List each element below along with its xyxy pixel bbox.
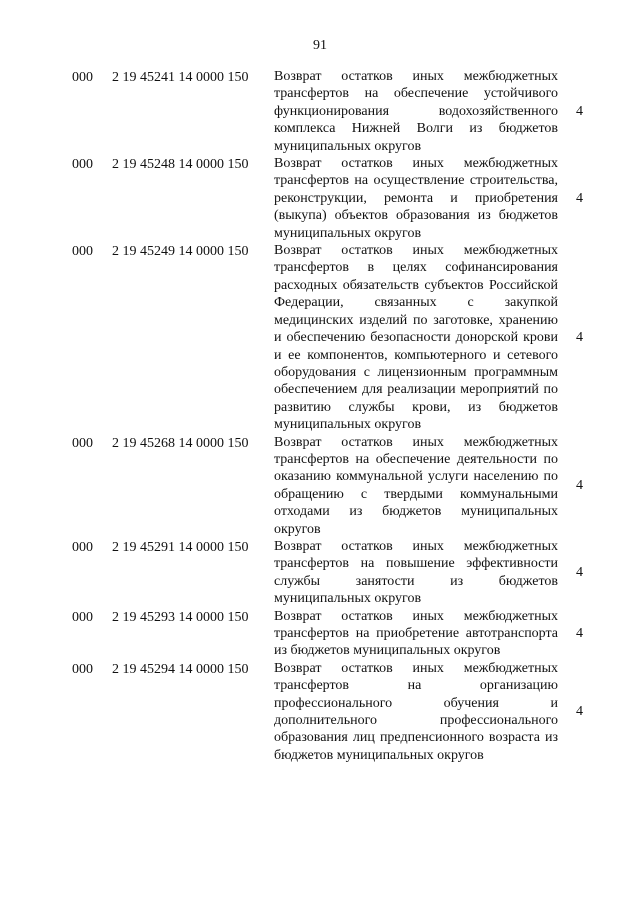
table-row	[0, 68, 640, 155]
budget-classification-code: 2 19 45293 14 0000 150	[112, 609, 249, 625]
normative-value: 4	[576, 329, 583, 345]
table-row	[0, 608, 640, 660]
normative-value: 4	[576, 477, 583, 493]
budget-classification-code: 2 19 45294 14 0000 150	[112, 661, 249, 677]
normative-value: 4	[576, 564, 583, 580]
income-type-name: Возврат остатков иных межбюджетных трансфертов на обеспечение деятельности по оказанию коммунальной услуги населению по обращению с твердыми коммунальными отходами из бюджетов муниципальных округов	[274, 434, 558, 537]
income-type-name: Возврат остатков иных межбюджетных трансфертов на обеспечение устойчивого функционирования водохозяйственного комплекса Нижней Волги из бюджетов муниципальных округов	[274, 69, 558, 154]
table-row	[0, 434, 640, 538]
income-type-name: Возврат остатков иных межбюджетных трансфертов в целях софинансирования расходных обязательств субъектов Российской Федерации, связанных с закупкой медицинских изделий по заготовке, хранению и обеспечению безопасности донорской крови и ее компонентов, компьютерного и сетевого оборудования с лицензионным программным обеспечением для реализации мероприятий по развитию службы крови, из бюджетов муниципальных округов	[274, 243, 558, 433]
budget-classification-code: 2 19 45268 14 0000 150	[112, 435, 249, 451]
table-row	[0, 538, 640, 608]
normative-value: 4	[576, 190, 583, 206]
admin-code: 000	[72, 661, 93, 677]
admin-code: 000	[72, 539, 93, 555]
budget-classification-code: 2 19 45248 14 0000 150	[112, 157, 249, 173]
admin-code: 000	[72, 157, 93, 173]
table-row	[0, 660, 640, 764]
income-type-name: Возврат остатков иных межбюджетных трансфертов на организацию профессионального обучения и дополнительного профессионального образования лиц предпенсионного возраста из бюджетов муниципальных округов	[274, 660, 558, 763]
normative-value: 4	[576, 103, 583, 119]
admin-code: 000	[72, 244, 93, 260]
budget-classification-code: 2 19 45241 14 0000 150	[112, 70, 249, 85]
page-number: 91	[313, 38, 327, 53]
budget-classification-code: 2 19 45249 14 0000 150	[112, 244, 249, 260]
normative-value: 4	[576, 625, 583, 641]
admin-code: 000	[72, 70, 93, 85]
admin-code: 000	[72, 435, 93, 451]
budget-code-table	[0, 68, 640, 764]
table-row	[0, 242, 640, 433]
admin-code: 000	[72, 609, 93, 625]
normative-value: 4	[576, 704, 583, 720]
budget-classification-code: 2 19 45291 14 0000 150	[112, 539, 249, 555]
income-type-name: Возврат остатков иных межбюджетных трансфертов на повышение эффективности службы занятости из бюджетов муниципальных округов	[274, 538, 558, 607]
table-row	[0, 155, 640, 242]
income-type-name: Возврат остатков иных межбюджетных трансфертов на осуществление строительства, реконструкции, ремонта и приобретения (выкупа) объектов образования из бюджетов муниципальных округов	[274, 156, 558, 241]
income-type-name: Возврат остатков иных межбюджетных трансфертов на приобретение автотранспорта из бюджетов муниципальных округов	[274, 608, 558, 659]
